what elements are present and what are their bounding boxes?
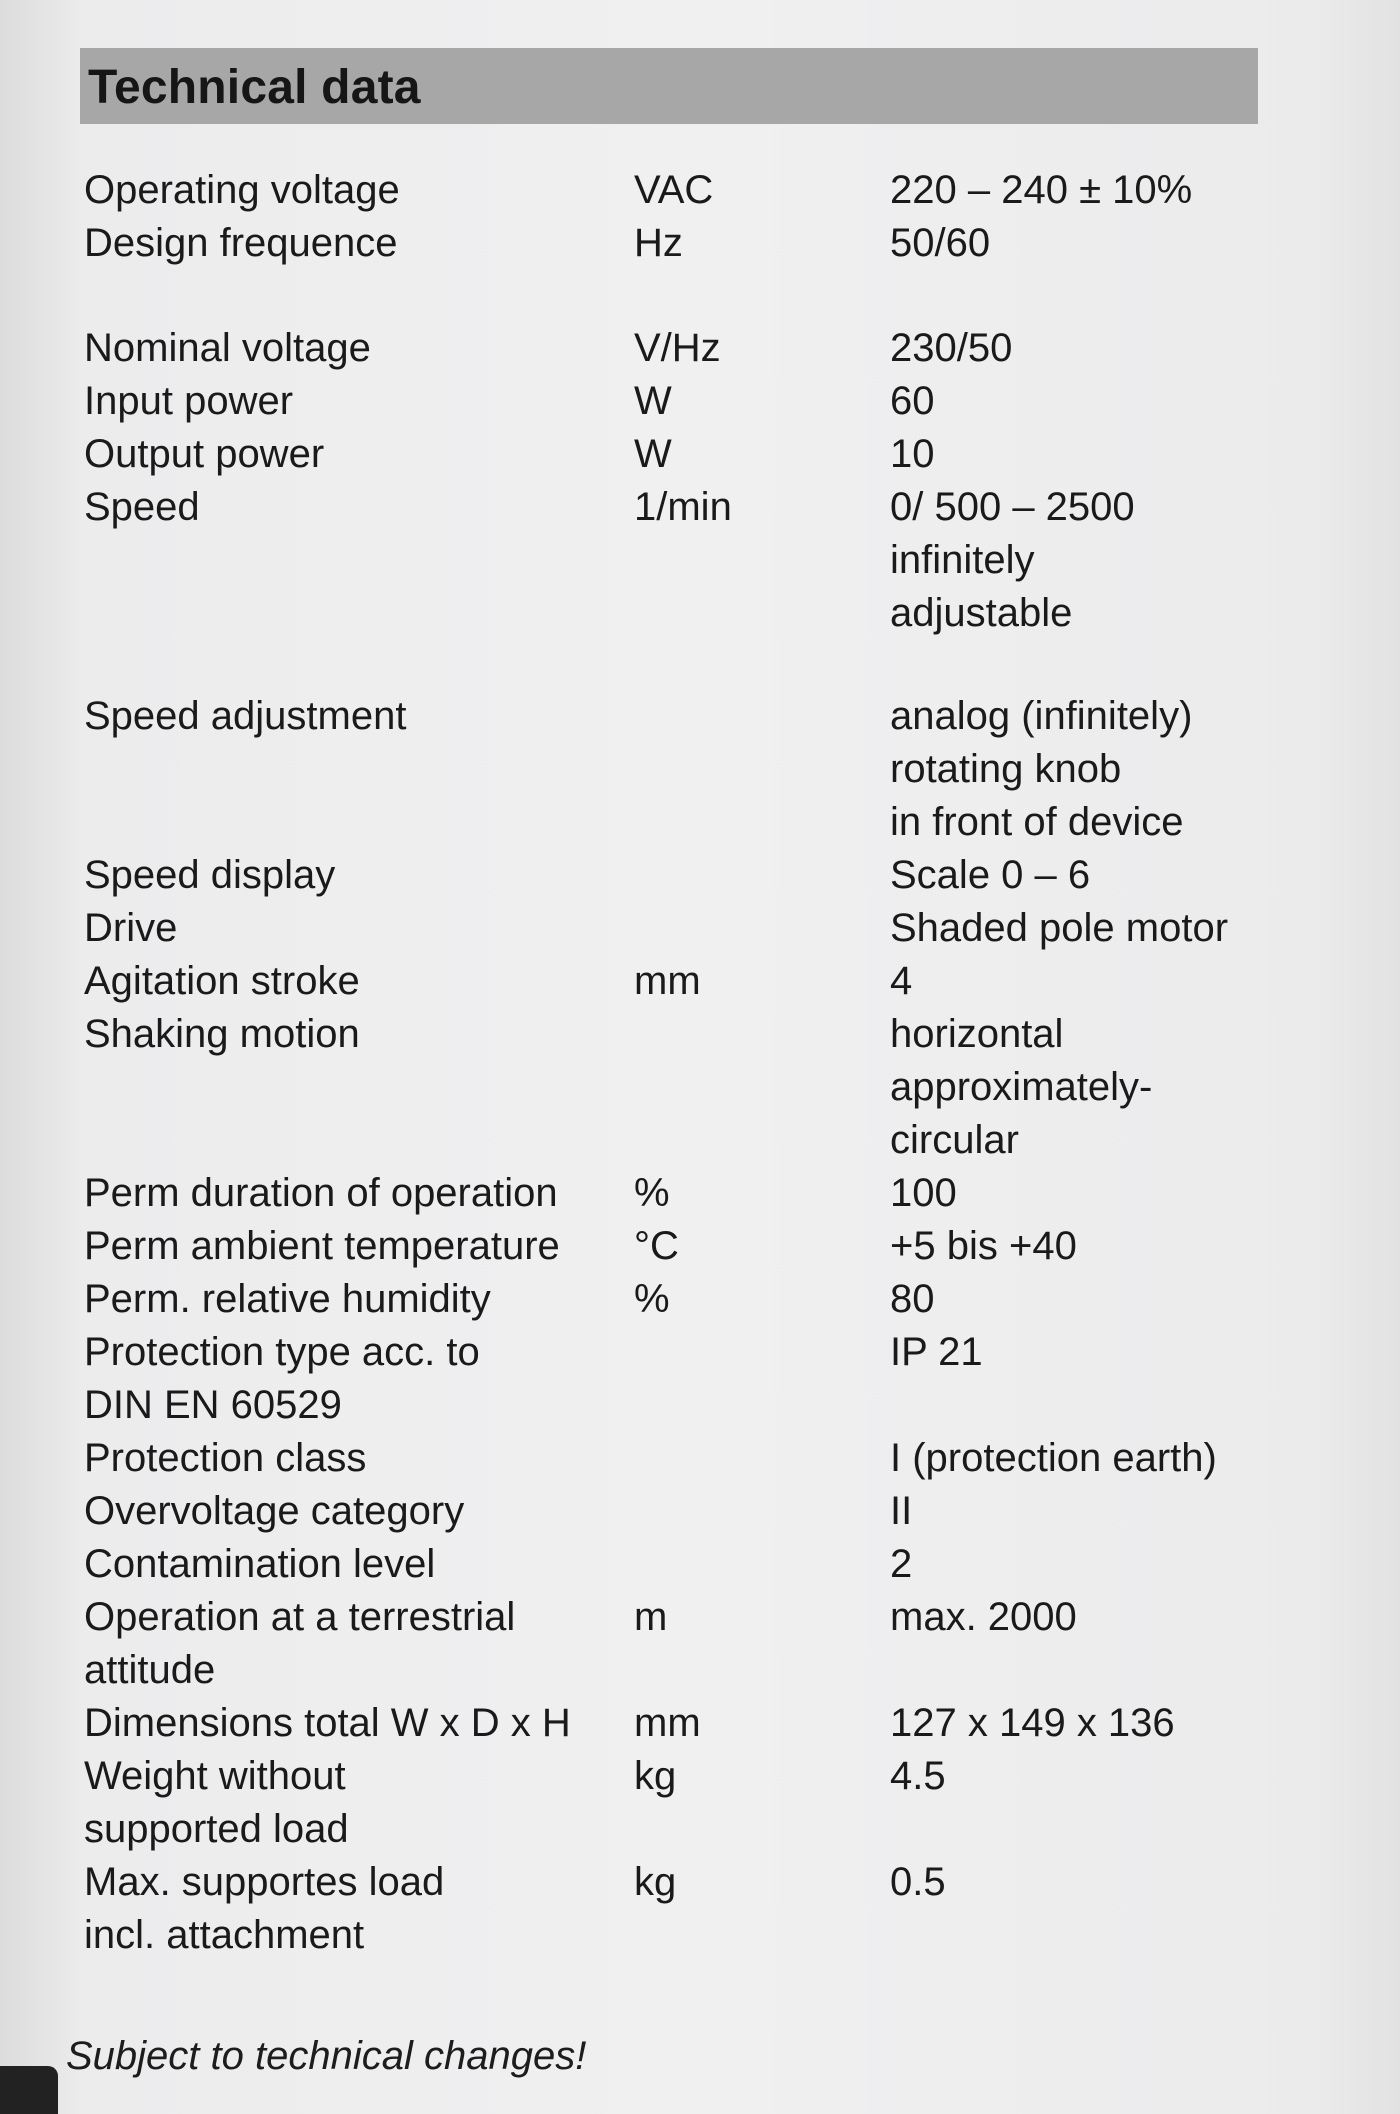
spec-row xyxy=(0,164,1400,217)
spec-row xyxy=(0,1326,1400,1432)
spec-label: Operation at a terrestrial attitude xyxy=(84,1595,516,1692)
spec-value-line: horizontal xyxy=(890,1012,1064,1056)
spec-row xyxy=(0,1591,1400,1697)
spec-label: Operating voltage xyxy=(84,168,400,212)
spec-label: Speed xyxy=(84,485,200,529)
spec-row xyxy=(0,1485,1400,1538)
spec-label: Weight without supported load xyxy=(84,1754,349,1851)
spec-value xyxy=(890,902,1330,955)
spec-value xyxy=(890,1008,1330,1167)
spec-row xyxy=(0,955,1400,1008)
spec-label: Dimensions total W x D x H xyxy=(84,1701,571,1745)
spec-label: Perm ambient temperature xyxy=(84,1224,560,1268)
section-header-bar xyxy=(80,48,1258,124)
spec-label: Speed adjustment xyxy=(84,694,407,738)
spec-value-line: II xyxy=(890,1489,913,1533)
spec-unit: m xyxy=(634,1595,668,1639)
spec-row xyxy=(0,849,1400,902)
spec-value-line: Shaded pole motor xyxy=(890,906,1229,950)
spec-row xyxy=(0,1273,1400,1326)
spec-value xyxy=(890,1750,1330,1803)
spec-unit: V/Hz xyxy=(634,326,721,370)
spec-row xyxy=(0,1750,1400,1856)
spec-unit: Hz xyxy=(634,221,683,265)
spec-label: Input power xyxy=(84,379,294,423)
spec-label: Max. supportes load incl. attachment xyxy=(84,1860,445,1957)
spec-unit: % xyxy=(634,1171,670,1215)
spec-group xyxy=(0,322,1400,640)
spec-value-line: analog (infinitely) xyxy=(890,694,1193,738)
spec-value-line: 0.5 xyxy=(890,1860,946,1904)
spec-value xyxy=(890,1273,1330,1326)
spec-value xyxy=(890,849,1330,902)
spec-value xyxy=(890,1432,1330,1485)
spec-unit: kg xyxy=(634,1860,677,1904)
spec-value-line: 220 – 240 ± 10% xyxy=(890,168,1193,212)
spec-value-line: rotating knob xyxy=(890,747,1122,791)
spec-unit: VAC xyxy=(634,168,714,212)
spec-value-line: 100 xyxy=(890,1171,957,1215)
spec-label: Speed display xyxy=(84,853,336,897)
spec-value-line: approximately- xyxy=(890,1065,1153,1109)
spec-value xyxy=(890,1220,1330,1273)
spec-value xyxy=(890,1538,1330,1591)
spec-value-line: 230/50 xyxy=(890,326,1013,370)
spec-value xyxy=(890,1856,1330,1909)
spec-row xyxy=(0,1167,1400,1220)
spec-unit: mm xyxy=(634,1701,701,1745)
spec-value xyxy=(890,217,1330,270)
spec-row xyxy=(0,1432,1400,1485)
spec-value-line: +5 bis +40 xyxy=(890,1224,1077,1268)
spec-value-line: 60 xyxy=(890,379,935,423)
spec-row xyxy=(0,1856,1400,1962)
spec-group xyxy=(0,690,1400,1962)
spec-unit: mm xyxy=(634,959,701,1003)
spec-value xyxy=(890,1326,1330,1379)
spec-label: Contamination level xyxy=(84,1542,436,1586)
spec-value-line: IP 21 xyxy=(890,1330,983,1374)
spec-label: Drive xyxy=(84,906,178,950)
spec-value xyxy=(890,375,1330,428)
section-title: Technical data xyxy=(88,61,421,114)
spec-unit: °C xyxy=(634,1224,679,1268)
spec-label: Protection type acc. to DIN EN 60529 xyxy=(84,1330,480,1427)
spec-label: Protection class xyxy=(84,1436,367,1480)
spec-row xyxy=(0,375,1400,428)
spec-value-line: 50/60 xyxy=(890,221,991,265)
spec-value-line: infinitely xyxy=(890,538,1035,582)
spec-unit: W xyxy=(634,432,672,476)
spec-label: Agitation stroke xyxy=(84,959,360,1003)
spec-label: Output power xyxy=(84,432,325,476)
spec-value-line: in front of device xyxy=(890,800,1184,844)
spec-unit: kg xyxy=(634,1754,677,1798)
spec-row xyxy=(0,481,1400,640)
spec-value-line: Scale 0 – 6 xyxy=(890,853,1091,897)
spec-value xyxy=(890,1697,1330,1750)
spec-label: Shaking motion xyxy=(84,1012,360,1056)
spec-label: Perm. relative humidity xyxy=(84,1277,491,1321)
spec-unit: 1/min xyxy=(634,485,732,529)
spec-row xyxy=(0,690,1400,849)
spec-value xyxy=(890,322,1330,375)
spec-label: Perm duration of operation xyxy=(84,1171,558,1215)
spec-row xyxy=(0,217,1400,270)
spec-value xyxy=(890,428,1330,481)
spec-row xyxy=(0,1220,1400,1273)
spec-row xyxy=(0,1008,1400,1167)
spec-value xyxy=(890,164,1330,217)
spec-value-line: circular xyxy=(890,1118,1019,1162)
spec-value-line: 4.5 xyxy=(890,1754,946,1798)
page-corner-tab xyxy=(0,2066,58,2114)
spec-value xyxy=(890,1167,1330,1220)
spec-value-line: 80 xyxy=(890,1277,935,1321)
spec-value-line: adjustable xyxy=(890,591,1073,635)
spec-value xyxy=(890,955,1330,1008)
spec-label: Overvoltage category xyxy=(84,1489,465,1533)
spec-row xyxy=(0,428,1400,481)
spec-unit: W xyxy=(634,379,672,423)
spec-value-line: I (protection earth) xyxy=(890,1436,1217,1480)
spec-value-line: 2 xyxy=(890,1542,913,1586)
spec-value-line: max. 2000 xyxy=(890,1595,1077,1639)
spec-value xyxy=(890,481,1330,640)
spec-row xyxy=(0,322,1400,375)
spec-value xyxy=(890,1485,1330,1538)
spec-label: Design frequence xyxy=(84,221,398,265)
spec-value xyxy=(890,1591,1330,1644)
spec-value-line: 0/ 500 – 2500 xyxy=(890,485,1135,529)
spec-group xyxy=(0,164,1400,270)
spec-value xyxy=(890,690,1330,849)
spec-unit: % xyxy=(634,1277,670,1321)
spec-row xyxy=(0,902,1400,955)
spec-row xyxy=(0,1697,1400,1750)
spec-value-line: 127 x 149 x 136 xyxy=(890,1701,1175,1745)
spec-row xyxy=(0,1538,1400,1591)
footer-note: Subject to technical changes! xyxy=(66,2034,587,2078)
spec-label: Nominal voltage xyxy=(84,326,371,370)
spec-value-line: 10 xyxy=(890,432,935,476)
spec-value-line: 4 xyxy=(890,959,913,1003)
